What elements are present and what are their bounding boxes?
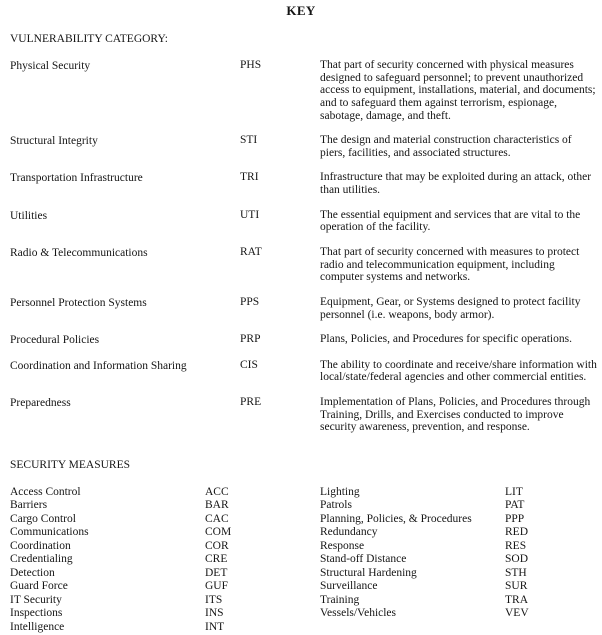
measure-item-it-security [10, 594, 320, 607]
category-name: Utilities [10, 209, 48, 222]
security-measures-right-column [320, 486, 597, 635]
measure-name: Redundancy [320, 526, 378, 539]
measure-item-credentialing [10, 553, 320, 566]
measure-name: Surveillance [320, 580, 378, 593]
measure-item-patrols [320, 499, 597, 512]
measure-abbr: ACC [205, 485, 229, 498]
category-name: Radio & Telecommunications [10, 246, 148, 259]
measure-item-response [320, 540, 597, 553]
vulnerability-row-utilities [10, 209, 597, 234]
category-abbr: PRE [240, 396, 262, 409]
measure-name: Guard Force [10, 580, 68, 593]
category-abbr: TRI [240, 171, 259, 184]
measure-item-redundancy [320, 526, 597, 539]
measure-name: Response [320, 539, 365, 552]
measure-name: Inspections [10, 607, 63, 620]
measure-abbr: CAC [205, 512, 229, 525]
measure-abbr: STH [505, 566, 527, 579]
category-abbr: CIS [240, 358, 258, 371]
measure-item-lighting [320, 486, 597, 499]
measure-item-stand-off-distance [320, 553, 597, 566]
category-name: Procedural Policies [10, 334, 100, 347]
measure-abbr: BAR [205, 499, 229, 512]
measure-abbr: COM [205, 526, 232, 539]
measure-name: Structural Hardening [320, 566, 417, 579]
measure-item-barriers [10, 499, 320, 512]
category-name: Physical Security [10, 59, 91, 72]
vulnerability-row-physical-security [10, 59, 597, 122]
measure-abbr: SUR [505, 580, 528, 593]
security-measures-heading: SECURITY MEASURES [10, 459, 131, 472]
measure-name: Communications [10, 526, 89, 539]
measure-item-cargo-control [10, 513, 320, 526]
category-abbr: PHS [240, 58, 262, 71]
measure-name: IT Security [10, 593, 62, 606]
measure-name: Intelligence [10, 620, 65, 633]
vulnerability-row-procedural-policies [10, 333, 597, 347]
security-measures-table [10, 486, 597, 635]
measure-abbr: COR [205, 539, 229, 552]
category-description: Equipment, Gear, or Systems designed to protect facility personnel (i.e. weapons, body armor). [320, 295, 581, 321]
measure-name: Detection [10, 566, 55, 579]
measure-name: Planning, Policies, & Procedures [320, 512, 472, 525]
category-description: That part of security concerned with physical measures designed to safeguard personnel; to prevent unauthorized access to equipment, installations, material, and documents; and to safeguard them against terrorism, espionage, sabotage, damage, and theft. [320, 58, 596, 122]
measure-abbr: VEV [505, 607, 529, 620]
category-description: Implementation of Plans, Policies, and Procedures through Training, Drills, and Exercises conducted to improve security awareness, prevention, and response. [320, 396, 591, 434]
measure-item-training [320, 594, 597, 607]
measure-abbr: CRE [205, 553, 228, 566]
category-description: Infrastructure that may be exploited during an attack, other than utilities. [320, 171, 592, 197]
measure-name: Barriers [10, 499, 48, 512]
measure-abbr: ITS [205, 593, 223, 606]
vulnerability-row-personnel-protection-systems [10, 296, 597, 321]
measure-abbr: RES [505, 539, 527, 552]
measure-abbr: PAT [505, 499, 525, 512]
measure-item-guard-force [10, 580, 320, 593]
measure-abbr: DET [205, 566, 228, 579]
category-name: Personnel Protection Systems [10, 296, 147, 309]
measure-abbr: INS [205, 607, 224, 620]
category-description: The ability to coordinate and receive/share information with local/state/federal agencies and other commercial entities. [320, 358, 597, 384]
category-description: That part of security concerned with measures to protect radio and telecommunication equipment, including computer systems and networks. [320, 245, 580, 284]
measure-name: Cargo Control [10, 512, 76, 525]
measure-name: Training [320, 593, 360, 606]
measure-abbr: RED [505, 526, 528, 539]
measure-item-planning-policies-procedures [320, 513, 597, 526]
measure-item-vessels-vehicles [320, 607, 597, 620]
measure-name: Vessels/Vehicles [320, 607, 397, 620]
measure-name: Coordination [10, 539, 71, 552]
measure-item-intelligence [10, 621, 320, 634]
page-title: KEY [286, 3, 316, 18]
category-abbr: PRP [240, 333, 261, 346]
vulnerability-row-transportation-infrastructure [10, 171, 597, 196]
measure-item-structural-hardening [320, 567, 597, 580]
category-abbr: PPS [240, 295, 260, 308]
measure-item-access-control [10, 486, 320, 499]
category-name: Structural Integrity [10, 135, 98, 148]
category-abbr: UTI [240, 208, 260, 221]
category-description: Plans, Policies, and Procedures for specific operations. [320, 333, 572, 346]
vulnerability-row-radio-telecommunications [10, 246, 597, 284]
measure-name: Access Control [10, 485, 81, 498]
category-abbr: RAT [240, 245, 262, 258]
measure-name: Credentialing [10, 553, 73, 566]
measure-name: Patrols [320, 499, 352, 512]
category-abbr: STI [240, 134, 258, 147]
category-name: Coordination and Information Sharing [10, 359, 187, 372]
vulnerability-category-table [10, 59, 597, 434]
vulnerability-row-coordination-information-sharing [10, 359, 597, 384]
measure-abbr: SOD [505, 553, 529, 566]
measure-abbr: LIT [505, 485, 523, 498]
measure-item-coordination [10, 540, 320, 553]
category-name: Preparedness [10, 397, 71, 410]
category-description: The design and material construction characteristics of piers, facilities, and associated structures. [320, 134, 572, 159]
measure-item-communications [10, 526, 320, 539]
measure-item-surveillance [320, 580, 597, 593]
security-measures-left-column [10, 486, 320, 635]
measure-abbr: TRA [505, 593, 528, 606]
measure-abbr: PPP [505, 512, 525, 525]
vulnerability-row-preparedness [10, 396, 597, 434]
vulnerability-category-heading: VULNERABILITY CATEGORY: [10, 33, 168, 46]
category-name: Transportation Infrastructure [10, 172, 143, 185]
category-description: The essential equipment and services that are vital to the operation of the facility. [320, 208, 581, 234]
measure-name: Stand-off Distance [320, 553, 407, 566]
measure-item-inspections [10, 607, 320, 620]
measure-item-detection [10, 567, 320, 580]
measure-name: Lighting [320, 485, 360, 498]
vulnerability-row-structural-integrity [10, 134, 597, 159]
measure-abbr: GUF [205, 580, 229, 593]
measure-abbr: INT [205, 620, 225, 633]
